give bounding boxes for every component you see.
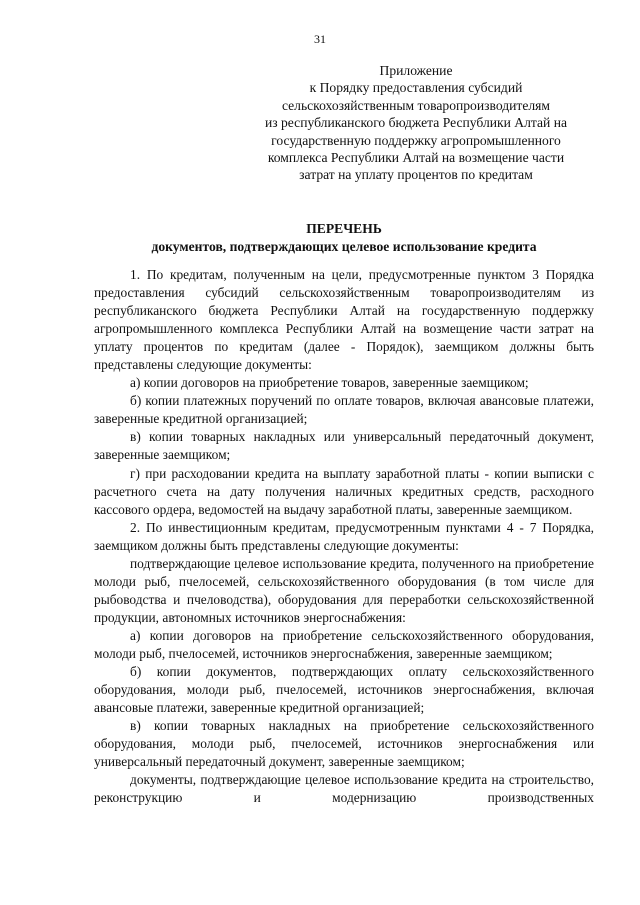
appendix-header [236, 62, 596, 184]
paragraph: 2. По инвестиционным кредитам, предусмотренным пунктами 4 - 7 Порядка, заемщиком должны быть представлены следующие документы: [94, 519, 594, 553]
paragraph: б) копии платежных поручений по оплате товаров, включая авансовые платежи, заверенные кредитной организацией; [94, 393, 594, 427]
appendix-line: затрат на уплату процентов по кредитам [299, 167, 533, 183]
document-heading [94, 220, 594, 255]
paragraph: в) копии товарных накладных или универсальный передаточный документ, заверенные заемщиком; [94, 429, 594, 463]
paragraph: документы, подтверждающие целевое использование кредита на строительство, реконструкцию и модернизацию производственных [94, 772, 594, 806]
paragraph: в) копии товарных накладных на приобретение сельскохозяйственного оборудования, молоди рыб, пчелосемей, источников энергоснабжения или универсальный передаточный документ, заверенные заемщиком; [94, 718, 594, 770]
paragraph: г) при расходовании кредита на выплату заработной платы - копии выписки с расчетного счета на дату получения наличных кредитных средств, расходного кассового ордера, ведомостей на выдачу заработной платы, заверенные заемщиком. [94, 465, 594, 517]
appendix-line: Приложение [379, 63, 453, 78]
paragraph: а) копии договоров на приобретение сельскохозяйственного оборудования, молоди рыб, пчелосемей, источников энергоснабжения, заверенные заемщиком; [94, 627, 594, 661]
paragraph: б) копии документов, подтверждающих оплату сельскохозяйственного оборудования, молоди рыб, пчелосемей, источников энергоснабжения, включая авансовые платежи, заверенные кредитной организацией; [94, 664, 594, 716]
page-number: 31 [314, 32, 326, 46]
appendix-line: к Порядку предоставления субсидий [309, 80, 523, 96]
heading-title: ПЕРЕЧЕНЬ [306, 221, 382, 236]
appendix-line: государственную поддержку агропромышленного [271, 132, 561, 148]
appendix-line: сельскохозяйственным товаропроизводителям [281, 97, 551, 113]
appendix-line: комплекса Республики Алтай на возмещение части [267, 150, 565, 166]
heading-subtitle: документов, подтверждающих целевое использование кредита [151, 238, 537, 254]
paragraph: а) копии договоров на приобретение товаров, заверенные заемщиком; [130, 375, 529, 391]
paragraph: подтверждающие целевое использование кредита, полученного на приобретение молоди рыб, пчелосемей, сельскохозяйственного оборудования (в том числе для рыбоводства и пчеловодства), оборудования для переработки сельскохозяйственной продукции, автономных источников энергоснабжения: [94, 555, 594, 625]
appendix-line: из республиканского бюджета Республики Алтай на [264, 115, 568, 131]
document-body [94, 266, 594, 807]
paragraph: 1. По кредитам, полученным на цели, предусмотренные пунктом 3 Порядка предоставления субсидий сельскохозяйственным товаропроизводителям из республиканского бюджета Республики Алтай на государственную поддержку агропромышленного комплекса Республики Алтай на возмещение части затрат на уплату процентов по кредитам (далее - Порядок), заемщиком должны быть представлены следующие документы: [94, 267, 594, 373]
